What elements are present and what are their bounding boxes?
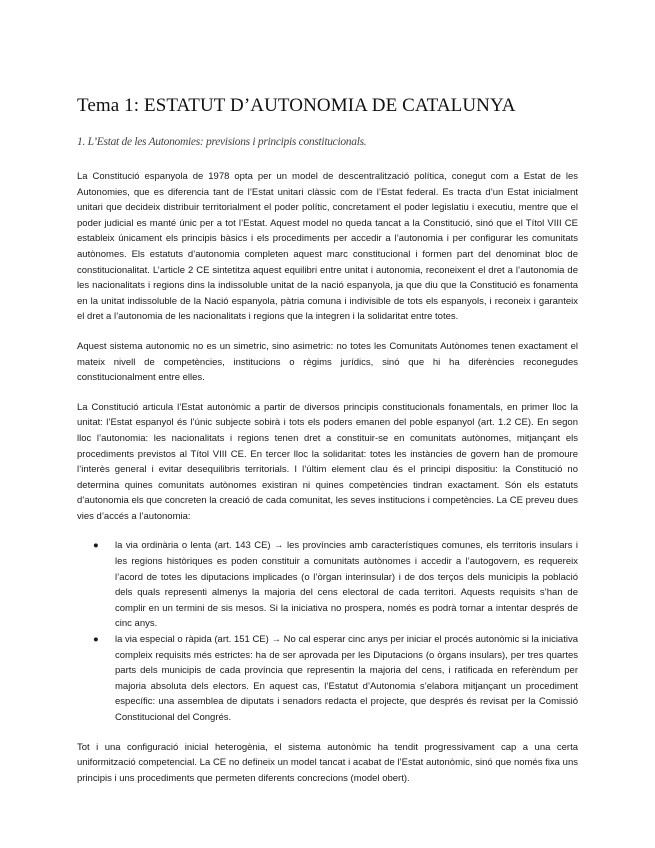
list-item bbox=[93, 538, 578, 632]
paragraph: La Constitució articula l’Estat autonòmic a partir de diversos principis constitucionals fonamentals, en primer lloc la unitat: l’Estat espanyol és l’únic subjecte sobirà i tots els poders emanen del poble espanyol (art. 1.2 CE). En segon lloc l’autonomia: les nacionalitats i regions tenen dret a constituir-se en comunitats autònomes, mitjançant els procediments previstos al Títol VIII CE. En tercer lloc la solidaritat: totes les instàncies de govern han de promoure l’interès general i evitar desequilibris territorials. I l’últim element clau és el principi dispositiu: la Constitució no determina quines comunitats autònomes existiran ni quines competències tindran exactament. Són els estatuts d’autonomia els que concreten la creació de cada comunitat, les seves institucions i competències. La CE preveu dues vies d’accés a l’autonomia: bbox=[77, 401, 578, 522]
section-heading: 1. L’Estat de les Autonomies: previsions i principis constitucionals. bbox=[77, 136, 367, 148]
list-item bbox=[93, 632, 578, 726]
list-item-text: la via ordinària o lenta (art. 143 CE) → les províncies amb característiques comunes, els territoris insulars i les regions històriques es poden constituir a comunitats autònomes i accedir a l’autogovern, es requereix l’acord de totes les diputacions implicades (o l’òrgan interinsular) i de dos terços dels municipis la població dels quals representi almenys la majoria del cens electoral de cada territori. Aquests requisits s’han de complir en un termini de sis mesos. Si la iniciativa no prospera, només es podrà tornar a intentar després de cinc anys. bbox=[115, 540, 578, 630]
page-title: Tema 1: ESTATUT D’AUTONOMIA DE CATALUNYA bbox=[77, 95, 516, 116]
paragraph: Aquest sistema autonomic no es un simetric, sino asimetric: no totes les Comunitats Autònomes tenen exactament el mateix nivell de competències, institucions o règims jurídics, sinó que hi ha diferències reconegudes constitucionalment entre elles. bbox=[77, 340, 578, 384]
bullet-list bbox=[77, 538, 578, 725]
paragraph: La Constitució espanyola de 1978 opta per un model de descentralització política, conegut com a Estat de les Autonomies, que es diferencia tant de l’Estat unitari clàssic com de l’Estat federal. Es tracta d’un Estat inicialment unitari que decideix distribuir territorialment el poder polític, concretament el poder legislatiu i executiu, mentre que el poder judicial es manté únic per a tot l’Estat. Aquest model no queda tancat a la Constitució, sinó que el Títol VIII CE estableix únicament els principis bàsics i els procediments per accedir a l’autonomia i per configurar les comunitats autònomes. Els estatuts d’autonomia completen aquest marc constitucional i formen part del denominat bloc de constitucionalitat. L’article 2 CE sintetitza aquest equilibri entre unitat i autonomia, reconeixent el dret a l’autonomia de les nacionalitats i regions dins la indissoluble unitat de la nació espanyola, ja que diu que la Constitució es fonamenta en la unitat indissoluble de la Nació espanyola, pàtria comuna i indivisible de tots els espanyols, i reconeix i garanteix el dret a l’autonomia de les nacionalitats i regions que la integren i la solidaritat entre totes. bbox=[77, 171, 578, 323]
bullet-icon: ● bbox=[93, 634, 99, 646]
bullet-icon: ● bbox=[93, 540, 99, 552]
list-item-text: la via especial o ràpida (art. 151 CE) → No cal esperar cinc anys per iniciar el procés autonòmic si la iniciativa compleix requisits més estrictes: ha de ser aprovada per les Diputacions (o òrgans insulars), per tres quartes parts dels municipis de cada província que representin la majoria del cens, i ratificada en referèndum per majoria absoluta dels electors. En aquest cas, l’Estatut d’Autonomia s’elabora mitjançant un procediment específic: una assemblea de diputats i senadors redacta el projecte, que després és revisat per la Comissió Constitucional del Congrés. bbox=[115, 634, 578, 723]
paragraph: Tot i una configuració inicial heterogènia, el sistema autonòmic ha tendit progressivament cap a una certa uniformització competencial. La CE no defineix un model tancat i acabat de l’Estat autonòmic, sinó que només fixa uns principis i uns procediments que permeten diferents concrecions (model obert). bbox=[77, 741, 578, 784]
